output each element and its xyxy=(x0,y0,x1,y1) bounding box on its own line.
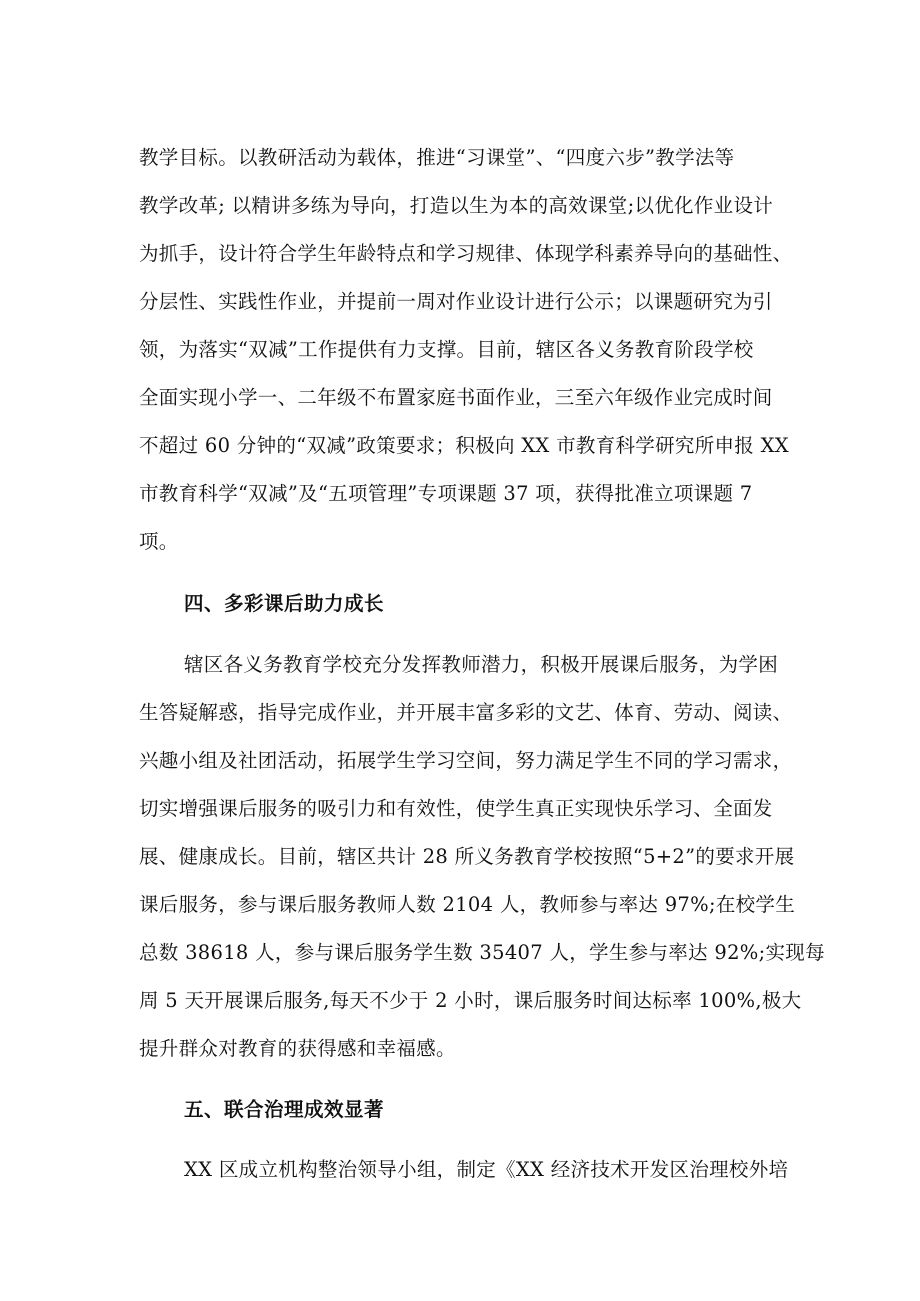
paragraph-line: 市教育科学“双减”及“五项管理”专项课题 37 项，获得批准立项课题 7 xyxy=(139,482,753,505)
section-heading-4: 四、多彩课后助力成长 xyxy=(184,592,385,615)
paragraph-line: 辖区各义务教育学校充分发挥教师潜力，积极开展课后服务，为学困 xyxy=(184,653,779,676)
paragraph-line: 教学改革; 以精讲多练为导向，打造以生为本的高效课堂;以优化作业设计 xyxy=(139,194,774,217)
paragraph-line: 生答疑解惑，指导完成作业，并开展丰富多彩的文艺、体育、劳动、阅读、 xyxy=(139,701,793,724)
paragraph-line: 总数 38618 人，参与课后服务学生数 35407 人，学生参与率达 92%;实现每 xyxy=(139,941,825,964)
paragraph-line: 展、健康成长。目前，辖区共计 28 所义务教育学校按照“5+2”的要求开展 xyxy=(139,845,795,868)
paragraph-line: 切实增强课后服务的吸引力和有效性，使学生真正实现快乐学习、全面发 xyxy=(139,797,773,820)
paragraph-line: 周 5 天开展课后服务,每天不少于 2 小时，课后服务时间达标率 100%,极大 xyxy=(139,989,802,1012)
paragraph-line: 提升群众对教育的获得感和幸福感。 xyxy=(139,1037,456,1060)
paragraph-line: 为抓手，设计符合学生年龄特点和学习规律、体现学科素养导向的基础性、 xyxy=(139,242,793,265)
paragraph-line: 全面实现小学一、二年级不布置家庭书面作业，三至六年级作业完成时间 xyxy=(139,386,773,409)
paragraph-line: 项。 xyxy=(139,530,179,553)
paragraph-line: 不超过 60 分钟的“双减”政策要求；积极向 XX 市教育科学研究所申报 XX xyxy=(139,434,789,457)
paragraph-line: 课后服务，参与课后服务教师人数 2104 人，教师参与率达 97%;在校学生 xyxy=(139,893,796,916)
paragraph-line: XX 区成立机构整治领导小组，制定《XX 经济技术开发区治理校外培 xyxy=(184,1158,789,1181)
paragraph-line: 分层性、实践性作业，并提前一周对作业设计进行公示；以课题研究为引 xyxy=(139,290,773,313)
paragraph-line: 领，为落实“双减”工作提供有力支撑。目前，辖区各义务教育阶段学校 xyxy=(139,338,754,361)
paragraph-line: 教学目标。以教研活动为载体，推进“习课堂”、“四度六步”教学法等 xyxy=(139,146,735,169)
section-heading-5: 五、联合治理成效显著 xyxy=(184,1098,385,1121)
paragraph-line: 兴趣小组及社团活动，拓展学生学习空间，努力满足学生不同的学习需求， xyxy=(139,749,793,772)
